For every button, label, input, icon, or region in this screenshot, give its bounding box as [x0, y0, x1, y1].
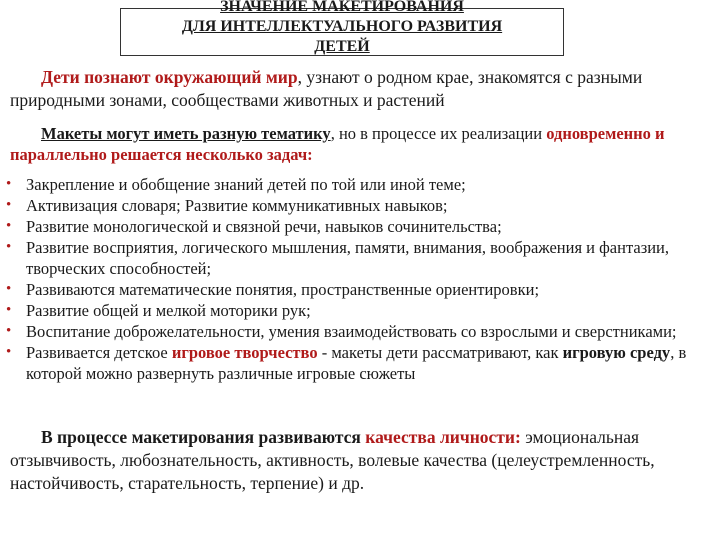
task-text: Воспитание доброжелательности, умения взаимодействовать со взрослыми и сверстниками;	[26, 322, 677, 341]
list-item	[4, 174, 716, 195]
task-text: Развиваются математические понятия, пространственные ориентировки;	[26, 280, 540, 299]
list-item	[4, 300, 716, 321]
task-text: Закрепление и обобщение знаний детей по той или иной теме;	[26, 175, 466, 194]
topics-lead: Макеты могут иметь разную тематику	[41, 124, 331, 143]
bullet-icon: •	[6, 323, 12, 339]
last-task-red: игровое творчество	[171, 343, 318, 362]
title-line-2: ДЛЯ ИНТЕЛЛЕКТУАЛЬНОГО РАЗВИТИЯ	[181, 18, 503, 35]
qualities-red: качества личности:	[365, 427, 521, 447]
qualities-rest: эмоциональная отзывчивость, любознательность, активность, волевые качества (целеустремленность, настойчивость, старательность, терпение) и др.	[10, 427, 655, 493]
title-line-1: ЗНАЧЕНИЕ МАКЕТИРОВАНИЯ	[220, 0, 464, 15]
bullet-icon: •	[6, 218, 12, 234]
list-item	[4, 216, 716, 237]
last-task-post: , в которой можно развернуть различные игровые сюжеты	[26, 343, 687, 383]
bullet-icon: •	[6, 176, 12, 192]
bullet-icon: •	[6, 239, 12, 255]
task-text: Развитие монологической и связной речи, навыков сочинительства;	[26, 217, 502, 236]
qualities-lead: В процессе макетирования развиваются	[41, 427, 366, 447]
bullet-icon: •	[6, 302, 12, 318]
task-text: Активизация словаря; Развитие коммуникативных навыков;	[26, 196, 448, 215]
bullet-icon: •	[6, 281, 12, 297]
tasks-list	[4, 174, 716, 384]
list-item	[4, 195, 716, 216]
topics-paragraph	[10, 123, 710, 165]
list-item	[4, 321, 716, 342]
title-line-3: ДЕТЕЙ	[314, 38, 370, 55]
title-box	[120, 0, 564, 56]
bullet-icon: •	[6, 197, 12, 213]
task-text: Развитие общей и мелкой моторики рук;	[26, 301, 311, 320]
last-task-pre: Развивается детское	[26, 343, 172, 362]
last-task-bold: игровую среду	[562, 343, 671, 362]
list-item	[4, 237, 716, 279]
list-item	[4, 342, 716, 384]
topics-middle: , но в процессе их реализации	[330, 124, 547, 143]
intro-lead: Дети познают окружающий мир	[41, 67, 298, 87]
bullet-icon: •	[6, 344, 12, 360]
intro-rest: , узнают о родном крае, знакомятся с разными природными зонами, сообществами животных и растений	[10, 67, 643, 110]
list-item	[4, 279, 716, 300]
task-text: Развитие восприятия, логического мышления, памяти, внимания, воображения и фантазии, творческих способностей;	[26, 238, 670, 278]
qualities-paragraph	[10, 426, 716, 495]
last-task-mid: - макеты дети рассматривают, как	[317, 343, 563, 362]
topics-tail: одновременно и параллельно решается несколько задач:	[10, 124, 665, 164]
intro-paragraph	[10, 66, 710, 112]
